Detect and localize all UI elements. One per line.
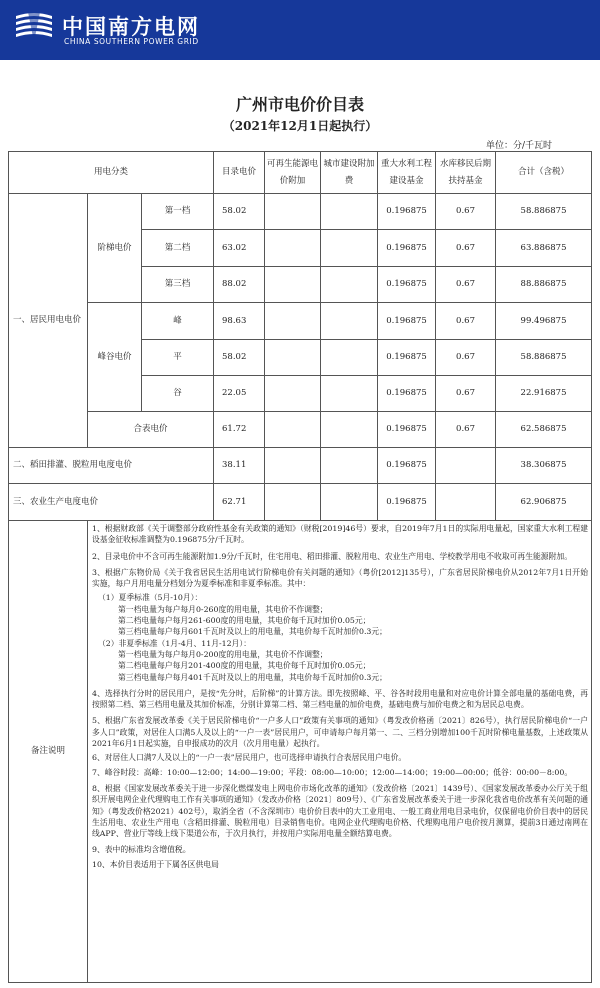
hydro-fund: 0.196875	[378, 340, 436, 376]
header-urban: 城市建设附加费	[321, 152, 378, 194]
table-header-row	[9, 152, 592, 194]
urban-cell	[321, 194, 378, 230]
table-row	[9, 412, 592, 448]
catalog-price: 63.02	[214, 230, 265, 267]
hydro-fund: 0.196875	[378, 448, 436, 484]
renewable-cell	[265, 267, 321, 303]
catalog-price: 58.02	[214, 340, 265, 376]
note-3-summer-tier2: 第二档电量每户每月261-600度的用电量，其电价每千瓦时加价0.05元；	[118, 616, 371, 626]
hydro-fund: 0.196875	[378, 194, 436, 230]
urban-cell	[321, 230, 378, 267]
urban-cell	[321, 303, 378, 340]
irrigation-label: 二、稻田排灌、脱粒用电度电价	[9, 448, 214, 484]
note-6: 6、对居住人口满7人及以上的“一户一表”居民用户，也可选择申请执行合表居民用户电价。	[92, 753, 407, 763]
catalog-price: 62.71	[214, 484, 265, 521]
urban-cell	[321, 412, 378, 448]
residential-label: 一、居民用电电价	[9, 194, 88, 448]
note-3-nonsummer: （2）非夏季标准（1月-4月、11月-12月）：	[98, 638, 252, 648]
hydro-fund: 0.196875	[378, 412, 436, 448]
note-3-nonsummer-tier2: 第二档电量每户每月201-400度的用电量，其电价每千瓦时加价0.05元；	[118, 661, 371, 671]
table-row	[9, 448, 592, 484]
total-price: 63.886875	[496, 230, 592, 267]
unit-label: 单位：分/千瓦时	[486, 141, 553, 151]
notes-content	[88, 521, 592, 983]
urban-cell	[321, 340, 378, 376]
urban-cell	[321, 267, 378, 303]
catalog-price: 98.63	[214, 303, 265, 340]
renewable-cell	[265, 303, 321, 340]
row-name: 第二档	[142, 230, 214, 267]
reservoir-fund: 0.67	[436, 194, 496, 230]
total-price: 58.886875	[496, 194, 592, 230]
note-3-nonsummer-tier1: 第一档电量为每户每月0-200度的用电量，其电价不作调整；	[118, 649, 328, 659]
note-3-nonsummer-tier3: 第三档电量每户每月401千瓦时及以上的用电量，其电价每千瓦时加价0.3元；	[118, 672, 387, 682]
note-3-summer-tier3: 第三档电量每户每月601千瓦时及以上的用电量，其电价每千瓦时加价0.3元；	[118, 627, 387, 637]
catalog-price: 22.05	[214, 376, 265, 412]
tier-label: 阶梯电价	[88, 194, 142, 303]
header-banner	[0, 0, 600, 60]
notes-label: 备注说明	[9, 521, 88, 983]
tou-label: 峰谷电价	[88, 303, 142, 412]
note-7: 7、峰谷时段：高峰：10:00—12:00；14:00—19:00；平段：08:00—10:00；12:00—14:00；19:00—00:00；低谷：00:00－8:00。	[92, 767, 573, 777]
row-name: 谷	[142, 376, 214, 412]
header-reservoir: 水库移民后期扶持基金	[436, 152, 496, 194]
table-row	[9, 484, 592, 521]
note-4: 4、选择执行分时的居民用户，是按“先分时，后阶梯”的计算方法。即先按照峰、平、谷各时段用电量和对应电价计算全部电量的基础电费，再按照第二档、第三档用电量及其加价标准，分别计算第二档、第三档电量的加价电费，基础电费与加价电费之和为居民总电费。	[92, 688, 589, 710]
note-3-summer-tier1: 第一档电量为每户每月0-260度的用电量，其电价不作调整；	[118, 604, 328, 614]
note-3-summer: （1）夏季标准（5月-10月）：	[98, 593, 203, 603]
total-price: 88.886875	[496, 267, 592, 303]
reservoir-fund: 0.67	[436, 303, 496, 340]
price-table	[8, 151, 592, 983]
renewable-cell	[265, 412, 321, 448]
total-price: 22.916875	[496, 376, 592, 412]
reservoir-fund: 0.67	[436, 230, 496, 267]
note-9: 9、表中的标准均含增值税。	[92, 845, 191, 855]
row-name: 第一档	[142, 194, 214, 230]
urban-cell	[321, 376, 378, 412]
total-price: 99.496875	[496, 303, 592, 340]
hydro-fund: 0.196875	[378, 267, 436, 303]
header-category: 用电分类	[9, 152, 214, 194]
page-title: 广州市电价价目表	[235, 95, 364, 114]
urban-cell	[321, 484, 378, 521]
row-name: 平	[142, 340, 214, 376]
hydro-fund: 0.196875	[378, 484, 436, 521]
hydro-fund: 0.196875	[378, 230, 436, 267]
row-name: 第三档	[142, 267, 214, 303]
note-3: 3、根据广东物价局《关于我省居民生活用电试行阶梯电价有关问题的通知》（粤价[2012]135号），广东省居民阶梯电价从2012年7月1日开始实施，每户月用电量分档划分为夏季标准和非夏季标准。其中：	[92, 567, 589, 589]
total-price: 62.586875	[496, 412, 592, 448]
csg-logo-icon	[14, 10, 54, 44]
note-2: 2、目录电价中不含可再生能源附加1.9分/千瓦时，住宅用电、稻田排灌、脱粒用电、农业生产用电、学校教学用电不收取可再生能源附加。	[92, 551, 572, 561]
notes-row	[9, 521, 592, 983]
reservoir-fund	[436, 448, 496, 484]
note-1: 1、根据财政部《关于调整部分政府性基金有关政策的通知》（财税[2019]46号）要求，自2019年7月1日的实际用电量起，国家重大水利工程建设基金征收标准调整为0.196875分/千瓦时。	[92, 524, 589, 545]
renewable-cell	[265, 230, 321, 267]
total-price: 62.906875	[496, 484, 592, 521]
catalog-price: 88.02	[214, 267, 265, 303]
brand-name-cn: 中国南方电网	[62, 15, 200, 39]
row-name: 合表电价	[88, 412, 214, 448]
header-hydro: 重大水利工程建设基金	[378, 152, 436, 194]
header-renewable: 可再生能源电价附加	[265, 152, 321, 194]
page-subtitle: （2021年12月1日起执行）	[222, 119, 378, 133]
reservoir-fund	[436, 484, 496, 521]
reservoir-fund: 0.67	[436, 340, 496, 376]
total-price: 38.306875	[496, 448, 592, 484]
note-8: 8、根据《国家发展改革委关于进一步深化燃煤发电上网电价市场化改革的通知》（发改价格〔2021〕1439号）、《国家发展改革委办公厅关于组织开展电网企业代理购电工作有关事项的通知》（发改办价格〔2021〕809号）、《广东省发展改革委关于进一步深化我省电价改革有关问题的通知》（粤发改价格2021）402号），取消全省（不含深圳市）电价价目表中的大工业用电、一般工商业用电目录电价，仅保留电价价目表中的居民生活用电、农业生产用电（含稻田排灌、脱粒用电）目录销售电价。电网企业代理购电价格、代理购电用户电价按月测算，提前3日通过南网在线APP、营业厅等线上线下渠道公布，于次月执行，并按用户实际用电量全额结算电费。	[92, 783, 589, 839]
note-5: 5、根据广东省发展改革委《关于居民阶梯电价“一户多人口”政策有关事项的通知》（粤发改价格函〔2021〕826号），执行居民阶梯电价“一户多人口”政策，对居住人口满5人及以上的“一户一表”居民用户，可申请每户每月第一、二、三档分别增加100千瓦时阶梯电量基数，上述政策从2021年6月1日起实施，自申报成功的次月（次月用电量）起执行。	[92, 716, 589, 749]
reservoir-fund: 0.67	[436, 376, 496, 412]
renewable-cell	[265, 194, 321, 230]
table-row	[9, 194, 592, 230]
hydro-fund: 0.196875	[378, 376, 436, 412]
total-price: 58.886875	[496, 340, 592, 376]
hydro-fund: 0.196875	[378, 303, 436, 340]
row-name: 峰	[142, 303, 214, 340]
reservoir-fund: 0.67	[436, 267, 496, 303]
reservoir-fund: 0.67	[436, 412, 496, 448]
renewable-cell	[265, 376, 321, 412]
renewable-cell	[265, 448, 321, 484]
agriculture-label: 三、农业生产电度电价	[9, 484, 214, 521]
renewable-cell	[265, 484, 321, 521]
urban-cell	[321, 448, 378, 484]
note-10: 10、本价目表适用于下属各区供电局	[92, 859, 219, 869]
header-total: 合计（含税）	[496, 152, 592, 194]
brand-name-en: CHINA SOUTHERN POWER GRID	[64, 37, 199, 46]
catalog-price: 38.11	[214, 448, 265, 484]
catalog-price: 58.02	[214, 194, 265, 230]
renewable-cell	[265, 340, 321, 376]
table-row	[9, 303, 592, 340]
catalog-price: 61.72	[214, 412, 265, 448]
header-catalog: 目录电价	[214, 152, 265, 194]
